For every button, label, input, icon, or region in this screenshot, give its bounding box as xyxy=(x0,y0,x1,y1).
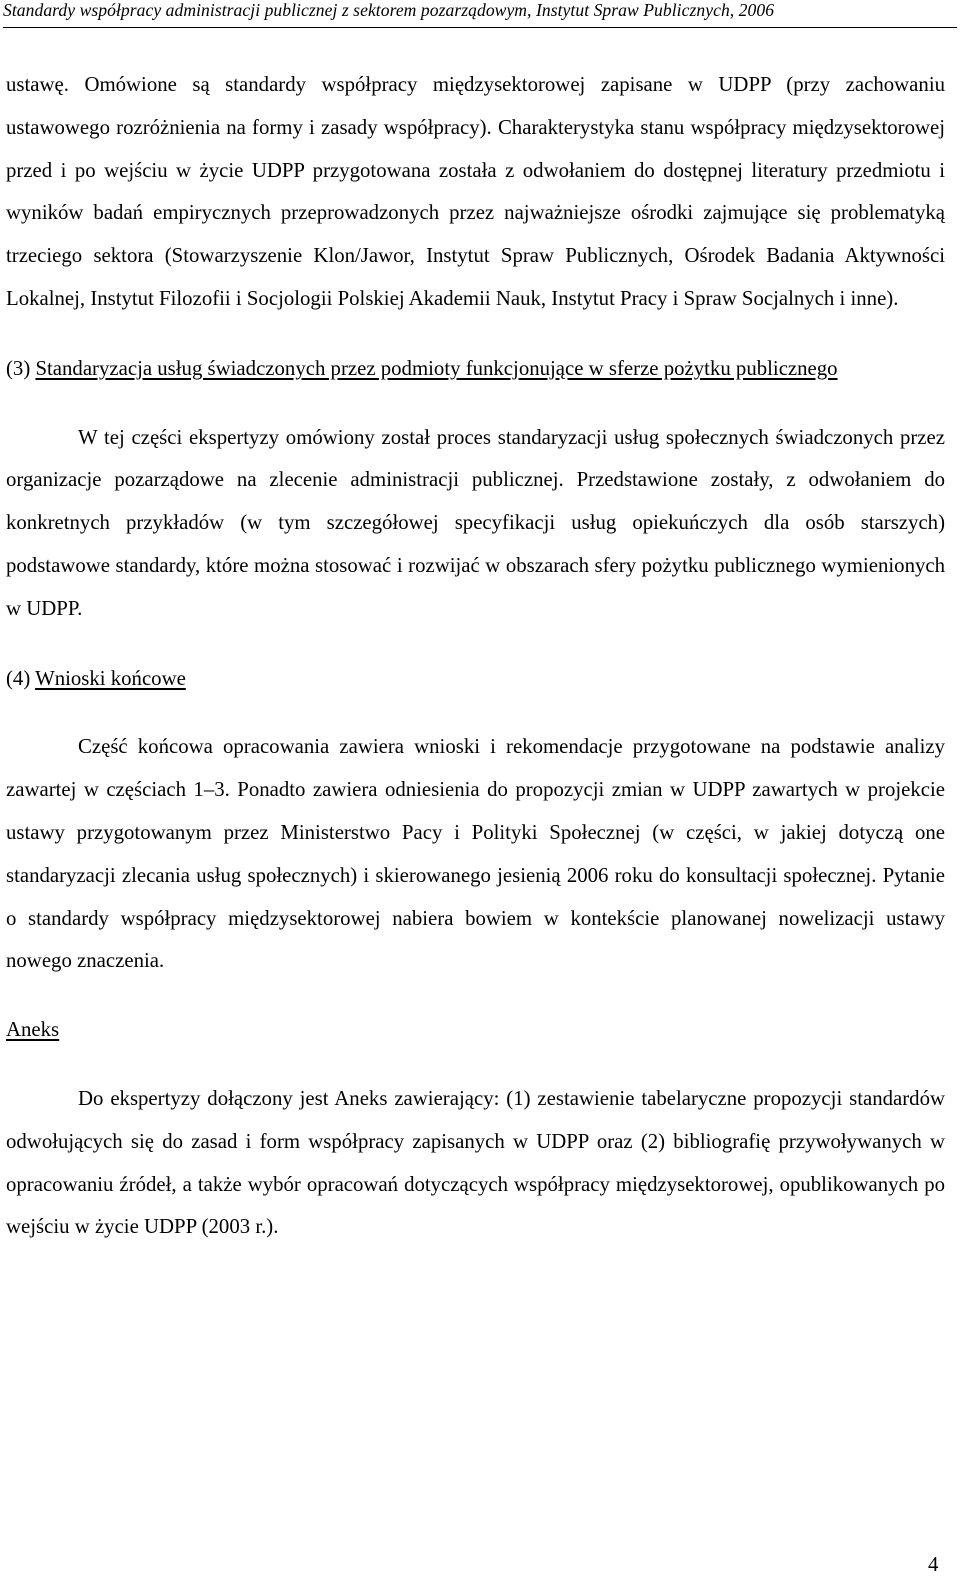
intro-paragraph: ustawę. Omówione są standardy współpracy międzysektorowej zapisane w UDPP (przy zachowaniu ustawowego rozróżnienia na formy i zasady współpracy). Charakterystyka stanu współpracy międzysektorowej przed i po wejściu w życie UDPP przygotowana została z odwołaniem do dostępnej literatury przedmiotu i wyników badań empirycznych przeprowadzonych przez najważniejsze ośrodki zajmujące się problematyką trzeciego sektora (Stowarzyszenie Klon/Jawor, Instytut Spraw Publicznych, Ośrodek Badania Aktywności Lokalnej, Instytut Filozofii i Socjologii Polskiej Akademii Nauk, Instytut Pracy i Spraw Socjalnych i inne). xyxy=(6,73,945,310)
section-4-title: Wnioski końcowe xyxy=(35,666,186,690)
section-3-heading xyxy=(6,348,945,391)
page-number: 4 xyxy=(928,1553,939,1576)
document-body xyxy=(6,64,945,1249)
annex-title: Aneks xyxy=(6,1018,60,1042)
section-4-body: Część końcowa opracowania zawiera wnioski i rekomendacje przygotowane na podstawie analizy zawartej w częściach 1–3. Ponadto zawiera odniesienia do propozycji zmian w UDPP zawartych w projekcie ustawy przygotowanym przez Ministerstwo Pacy i Polityki Społecznej (w części, w jakiej dotyczą one standaryzacji zlecania usług społecznych) i skierowanego jesienią 2006 roku do konsultacji społecznej. Pytanie o standardy współpracy międzysektorowej nabiera bowiem w kontekście planowanej nowelizacji ustawy nowego znaczenia. xyxy=(6,735,945,973)
running-header xyxy=(3,0,957,28)
section-3-number: (3) xyxy=(6,356,31,380)
annex-body: Do ekspertyzy dołączony jest Aneks zawierający: (1) zestawienie tabelaryczne propozycji standardów odwołujących się do zasad i form współpracy zapisanych w UDPP oraz (2) bibliografię przywoływanych w opracowaniu źródeł, a także wybór opracowań dotyczących współpracy międzysektorowej, opublikowanych po wejściu w życie UDPP (2003 r.). xyxy=(6,1086,945,1239)
section-4-number: (4) xyxy=(6,666,31,690)
section-3-title: Standaryzacja usług świadczonych przez podmioty funkcjonujące w sferze pożytku publicznego xyxy=(35,356,838,380)
running-header-text: Standardy współpracy administracji publicznej z sektorem pozarządowym, Instytut Spraw Publicznych, 2006 xyxy=(3,0,775,20)
section-3-body: W tej części ekspertyzy omówiony został proces standaryzacji usług społecznych świadczonych przez organizacje pozarządowe na zlecenie administracji publicznej. Przedstawione zostały, z odwołaniem do konkretnych przykładów (w tym szczegółowej specyfikacji usług opiekuńczych dla osób starszych) podstawowe standardy, które można stosować i rozwijać w obszarach sfery pożytku publicznego wymienionych w UDPP. xyxy=(6,425,945,620)
annex-heading xyxy=(6,1009,945,1052)
section-4-heading xyxy=(6,658,945,701)
